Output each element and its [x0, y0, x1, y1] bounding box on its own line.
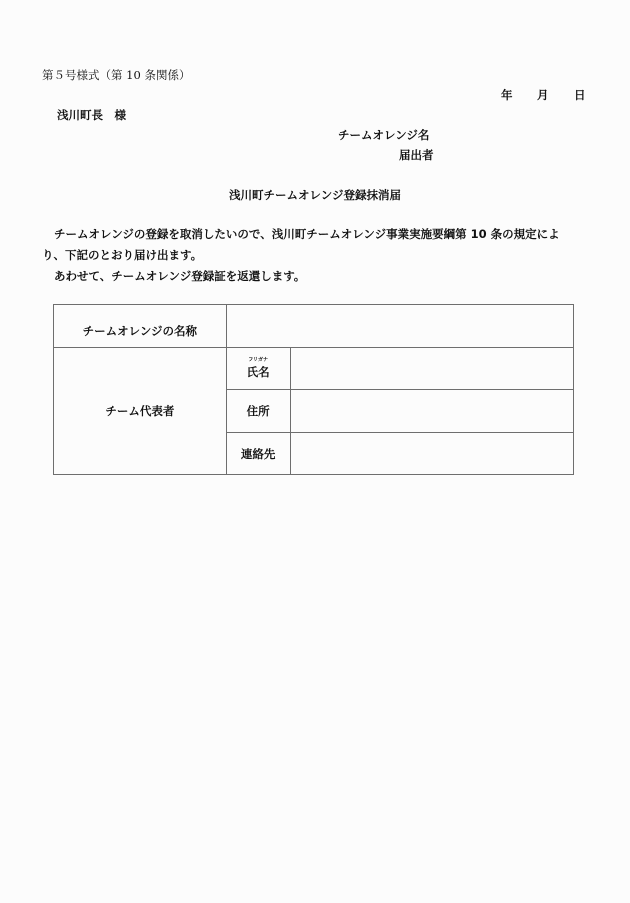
form-number: 第５号様式（第 10 条関係）	[42, 68, 191, 82]
team-name-row	[54, 305, 574, 348]
date-month-label: 月	[537, 88, 549, 102]
body-paragraph-2: あわせて、チームオレンジ登録証を返還します。	[54, 269, 306, 283]
team-name-label-cell: チームオレンジの名称	[54, 305, 227, 348]
address-input-cell[interactable]	[290, 390, 573, 433]
name-label-cell	[226, 348, 290, 390]
table-row	[54, 348, 574, 390]
contact-label-cell: 連絡先	[226, 433, 290, 475]
address-label-cell: 住所	[226, 390, 290, 433]
representative-label-cell: チーム代表者	[54, 348, 227, 475]
name-label: 氏名	[246, 364, 270, 379]
document-title: 浅川町チームオレンジ登録抹消届	[229, 188, 401, 202]
body-line-2: り、下記のとおり届け出ます。	[42, 248, 203, 262]
team-name-input-cell[interactable]	[226, 305, 573, 348]
date-day-label: 日	[574, 88, 586, 102]
date-year-label: 年	[501, 88, 513, 102]
team-name-label: チームオレンジ名	[338, 128, 430, 142]
addressee: 浅川町長 様	[57, 108, 126, 122]
applicant-label: 届出者	[399, 148, 434, 162]
body-paragraph-1	[42, 224, 598, 287]
registration-table	[53, 304, 574, 475]
name-input-cell[interactable]	[290, 348, 573, 390]
body-line-1: チームオレンジの登録を取消したいので、浅川町チームオレンジ事業実施要綱第 10 条の規定によ	[54, 227, 560, 241]
contact-input-cell[interactable]	[290, 433, 573, 475]
furigana-label: フリガナ	[248, 356, 268, 363]
